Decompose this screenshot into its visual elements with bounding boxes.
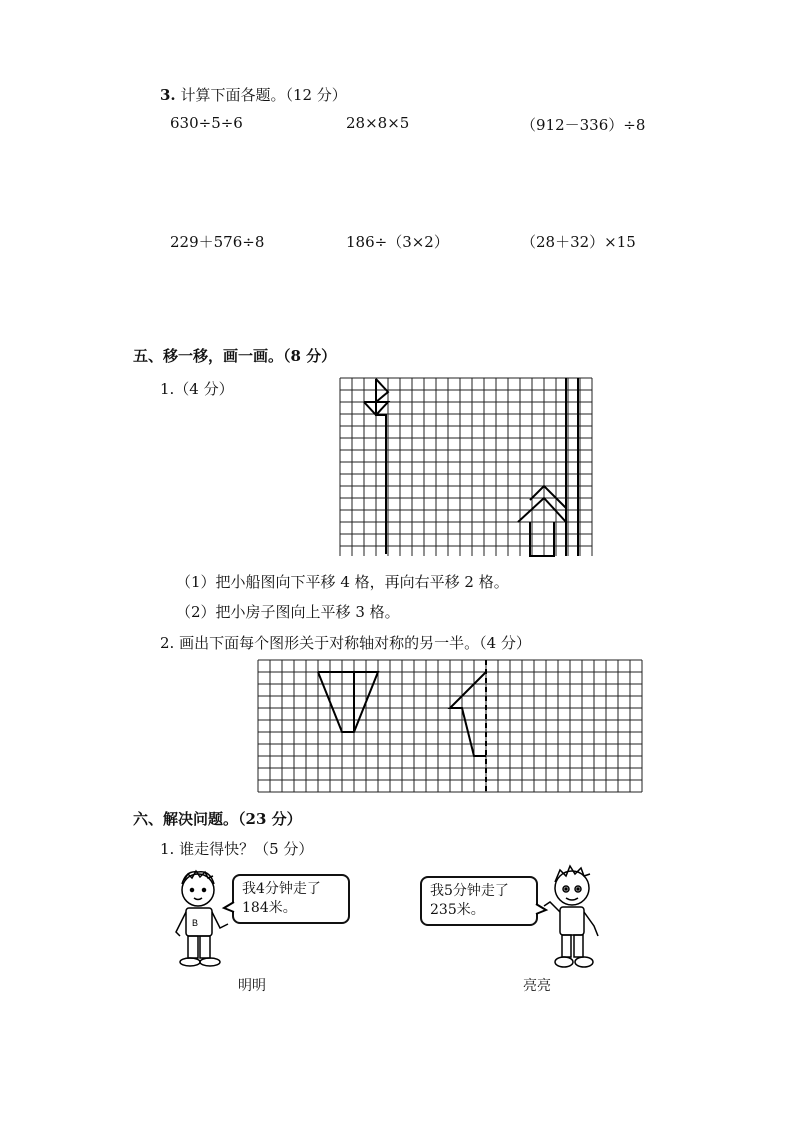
section-5-heading: 五、移一移，画一画。（8 分） bbox=[133, 347, 337, 365]
mingming-speech-line-2: 184米。 bbox=[242, 900, 297, 916]
calc-problem-1: 630÷5÷6 bbox=[170, 114, 243, 132]
calc-problem-3: （912－336）÷8 bbox=[521, 116, 646, 134]
mingming-speech-bubble bbox=[232, 874, 350, 924]
mingming-illustration bbox=[170, 866, 230, 976]
flag-half-figure bbox=[450, 672, 486, 756]
mingming-speech-line-1: 我4分钟走了 bbox=[242, 881, 321, 897]
grid-lines bbox=[258, 660, 642, 792]
question-number: 3. bbox=[160, 86, 176, 104]
calc-problem-2: 28×8×5 bbox=[346, 114, 410, 132]
liangliang-speech-line-1: 我5分钟走了 bbox=[430, 883, 509, 899]
svg-text:B: B bbox=[192, 918, 199, 928]
question-title: 计算下面各题。（12 分） bbox=[180, 86, 347, 104]
section-5-q1-label: 1.（4 分） bbox=[160, 380, 234, 398]
section-5-q1-instruction-2: （2）把小房子图向上平移 3 格。 bbox=[176, 603, 400, 621]
section-5-q1-instruction-1: （1）把小船图向下平移 4 格，再向右平移 2 格。 bbox=[176, 573, 509, 591]
section-6-q1-label: 1. 谁走得快？（5 分） bbox=[160, 840, 314, 858]
calc-problem-4: 229＋576÷8 bbox=[170, 233, 265, 251]
liangliang-speech-line-2: 235米。 bbox=[430, 902, 485, 918]
translation-grid bbox=[340, 378, 592, 558]
symmetry-grid bbox=[258, 660, 642, 792]
calc-problem-5: 186÷（3×2） bbox=[346, 233, 449, 251]
liangliang-name: 亮亮 bbox=[523, 978, 551, 994]
mingming-name: 明明 bbox=[238, 978, 266, 994]
calc-problem-6: （28＋32）×15 bbox=[521, 233, 636, 251]
section-6-heading: 六、解决问题。（23 分） bbox=[133, 810, 302, 828]
triangle-half-figure bbox=[318, 672, 378, 732]
mingming-bubble-tail bbox=[222, 900, 236, 914]
liangliang-speech-bubble bbox=[420, 876, 538, 926]
section-5-q2-label: 2. 画出下面每个图形关于对称轴对称的另一半。（4 分） bbox=[160, 634, 531, 652]
liangliang-illustration bbox=[540, 862, 604, 978]
question-3-heading bbox=[160, 84, 347, 105]
